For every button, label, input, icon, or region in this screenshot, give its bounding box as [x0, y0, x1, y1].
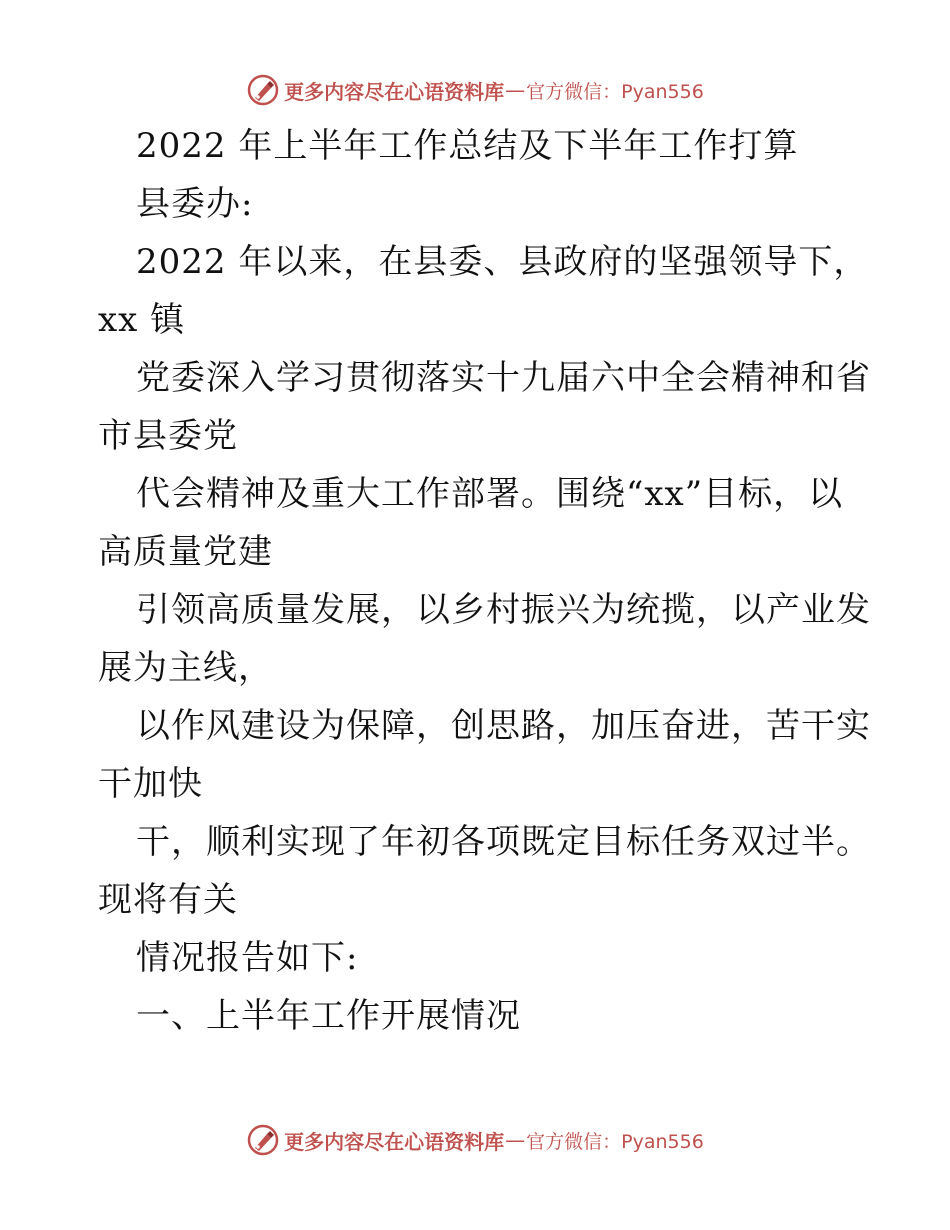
pen-logo-icon — [246, 73, 280, 107]
watermark-banner-top — [0, 68, 950, 112]
pen-logo-icon — [246, 1123, 280, 1157]
body-line: 市县委党 — [98, 416, 238, 456]
watermark-wechat-text: 官方微信：Pyan556 — [526, 1130, 704, 1153]
watermark-wechat-text: 官方微信：Pyan556 — [526, 80, 704, 103]
body-line: 以作风建设为保障，创思路，加压奋进，苦干实 — [136, 706, 871, 746]
body-line: 情况报告如下: — [136, 938, 359, 978]
body-line: 干，顺利实现了年初各项既定目标任务双过半。 — [136, 822, 871, 862]
body-line: 展为主线， — [98, 648, 273, 688]
document-title: 2022 年上半年工作总结及下半年工作打算 — [136, 126, 799, 166]
section-heading: 一、上半年工作开展情况 — [136, 996, 521, 1036]
body-line: 引领高质量发展，以乡村振兴为统揽，以产业发 — [136, 590, 871, 630]
body-line: 现将有关 — [98, 880, 238, 920]
body-line: 2022 年以来，在县委、县政府的坚强领导下， — [136, 242, 869, 282]
watermark-separator: — — [505, 78, 526, 102]
watermark-site-text: 更多内容尽在心语资料库 — [284, 1129, 505, 1154]
body-line: 干加快 — [98, 764, 203, 804]
body-line: 党委深入学习贯彻落实十九届六中全会精神和省 — [136, 358, 871, 398]
watermark-site-text: 更多内容尽在心语资料库 — [284, 79, 505, 104]
watermark-banner-bottom — [0, 1118, 950, 1162]
document-recipient: 县委办: — [136, 184, 254, 224]
watermark-separator: — — [505, 1128, 526, 1152]
body-line: 高质量党建 — [98, 532, 273, 572]
body-line: 代会精神及重大工作部署。围绕“xx”目标，以 — [136, 474, 844, 514]
body-line: xx 镇 — [98, 300, 186, 340]
